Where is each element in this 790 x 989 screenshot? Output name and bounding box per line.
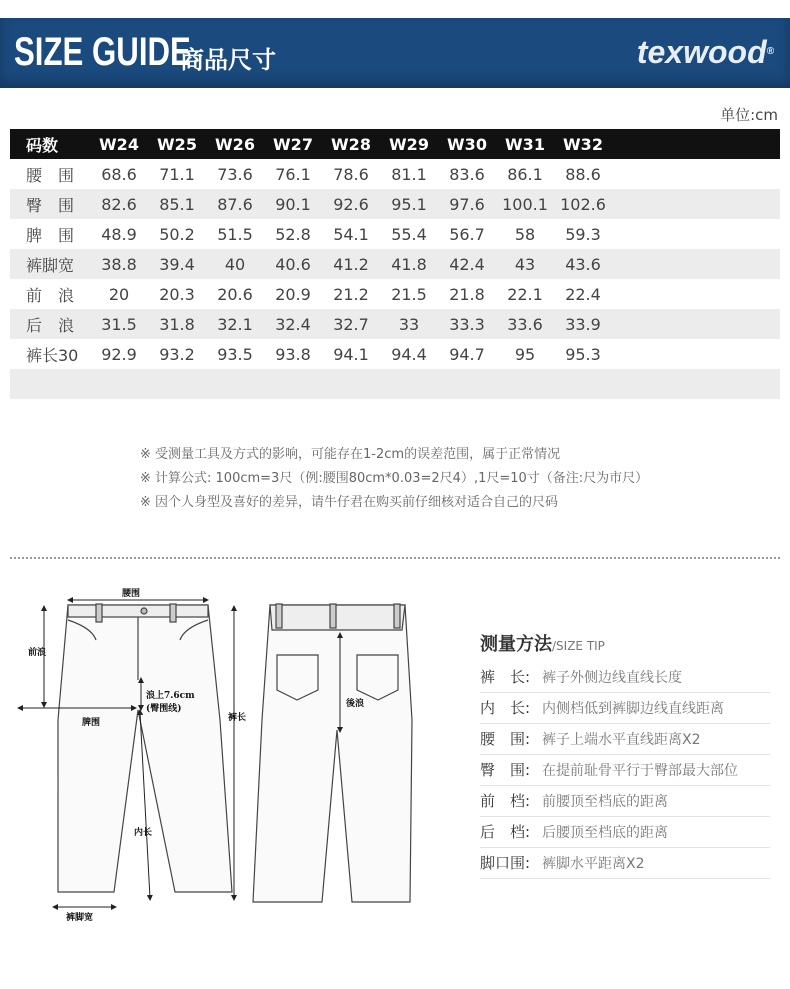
- table-cell: 59.3: [565, 224, 601, 244]
- front-jeans-icon: [58, 604, 232, 892]
- table-cell-blank: [612, 219, 780, 249]
- table-row-empty: [10, 369, 780, 399]
- table-cell: 92.6: [322, 189, 380, 219]
- table-cell: 93.8: [275, 344, 311, 364]
- method-item-desc: 内侧档低到裤脚边线直线距离: [542, 701, 724, 717]
- table-cell: 54.1: [333, 224, 369, 244]
- table-row: [10, 279, 780, 309]
- unit-label: 单位:cm: [720, 106, 778, 124]
- label-pants-length: 裤长: [228, 713, 247, 723]
- table-cell: 31.5: [90, 309, 148, 339]
- back-jeans-icon: [253, 604, 412, 902]
- table-cell: 32.1: [206, 309, 264, 339]
- method-item: [480, 755, 770, 786]
- row-label: 腰 围: [26, 165, 75, 185]
- method-item-key: 臀 围:: [480, 761, 531, 779]
- column-header: W26: [206, 129, 264, 159]
- table-cell: 86.1: [507, 164, 543, 184]
- table-cell: 93.5: [217, 344, 253, 364]
- table-cell: 102.6: [554, 189, 612, 219]
- brand-logo: [637, 32, 774, 72]
- method-title: [480, 628, 770, 662]
- label-leg-opening: 裤脚宽: [66, 913, 94, 923]
- method-item: [480, 786, 770, 817]
- method-item: [480, 693, 770, 724]
- column-header: W31: [496, 129, 554, 159]
- table-cell: 78.6: [333, 164, 369, 184]
- table-header-row: [10, 129, 780, 159]
- table-row: [10, 189, 780, 219]
- table-row: [10, 159, 780, 189]
- table-cell: 20.9: [275, 284, 311, 304]
- column-header: W32: [554, 129, 612, 159]
- row-label: 裤长30: [26, 345, 79, 365]
- table-cell: 22.1: [507, 284, 543, 304]
- label-back-rise: 後浪: [346, 699, 365, 709]
- table-cell: 68.6: [101, 164, 137, 184]
- table-cell: 76.1: [275, 164, 311, 184]
- note-line: ※ 受测量工具及方式的影响，可能存在1-2cm的误差范围，属于正常情况: [140, 447, 561, 462]
- size-table: [10, 129, 780, 399]
- table-cell: 81.1: [391, 164, 427, 184]
- note-line: ※ 因个人身型及喜好的差异，请牛仔君在购买前仔细核对适合自己的尺码: [140, 495, 559, 510]
- table-cell: 94.4: [391, 344, 427, 364]
- table-cell: 90.1: [264, 189, 322, 219]
- column-header: 码数: [10, 129, 90, 159]
- column-header: W28: [322, 129, 380, 159]
- column-header: W30: [438, 129, 496, 159]
- table-cell: 33.3: [438, 309, 496, 339]
- table-cell: 43.6: [554, 249, 612, 279]
- section-divider: [10, 557, 780, 559]
- method-item-key: 裤 长:: [480, 668, 531, 686]
- table-cell: 33.6: [496, 309, 554, 339]
- table-cell: 55.4: [391, 224, 427, 244]
- table-cell: 95: [514, 344, 536, 364]
- table-cell: 31.8: [148, 309, 206, 339]
- brand-name: texwood: [636, 34, 767, 70]
- label-waist: 腰围: [122, 589, 141, 599]
- table-cell: 100.1: [496, 189, 554, 219]
- method-item-desc: 在提前耻骨平行于臀部最大部位: [542, 763, 738, 779]
- table-cell: 82.6: [90, 189, 148, 219]
- page-subtitle: 商品尺寸: [180, 46, 276, 74]
- column-header-blank: [612, 129, 780, 159]
- table-cell: 94.7: [449, 344, 485, 364]
- registered-mark: ®: [766, 46, 774, 57]
- table-cell: 95.3: [565, 344, 601, 364]
- table-cell: 56.7: [449, 224, 485, 244]
- table-row: [10, 249, 780, 279]
- label-inseam: 内长: [134, 828, 153, 838]
- table-cell: 32.7: [322, 309, 380, 339]
- table-cell: 93.2: [159, 344, 195, 364]
- header-banner: [0, 18, 790, 88]
- method-item-desc: 裤子外侧边线直线长度: [542, 670, 682, 686]
- label-rise-note2: (臀围线): [146, 704, 182, 714]
- table-cell: 20.3: [159, 284, 195, 304]
- table-cell: 40.6: [264, 249, 322, 279]
- label-thigh: 脾围: [82, 718, 101, 728]
- table-cell: 40: [206, 249, 264, 279]
- row-label: 前 浪: [26, 285, 75, 305]
- method-item-desc: 后腰顶至档底的距离: [542, 825, 668, 841]
- label-rise-note: 浪上7.6cm: [146, 691, 195, 701]
- table-row: [10, 219, 780, 249]
- method-item-key: 内 长:: [480, 699, 531, 717]
- method-item-key: 后 档:: [480, 823, 531, 841]
- table-cell: 20.6: [217, 284, 253, 304]
- method-item-desc: 前腰顶至档底的距离: [542, 794, 668, 810]
- table-cell: 33.9: [554, 309, 612, 339]
- table-cell-blank: [612, 309, 780, 339]
- method-item-key: 腰 围:: [480, 730, 531, 748]
- method-item: [480, 724, 770, 755]
- row-label: 脾 围: [26, 225, 75, 245]
- table-cell: 32.4: [264, 309, 322, 339]
- table-cell: 33: [380, 309, 438, 339]
- label-front-rise: 前浪: [28, 648, 47, 658]
- column-header: W29: [380, 129, 438, 159]
- column-header: W25: [148, 129, 206, 159]
- table-cell: 43: [496, 249, 554, 279]
- table-cell: 21.8: [449, 284, 485, 304]
- table-cell: 73.6: [217, 164, 253, 184]
- note-line: ※ 计算公式: 100cm=3尺（例:腰围80cm*0.03=2尺4）,1尺=10寸（备注:尺为市尺）: [140, 471, 649, 486]
- table-cell: 39.4: [148, 249, 206, 279]
- pants-measurement-diagram: [0, 580, 470, 980]
- table-cell: 52.8: [275, 224, 311, 244]
- table-cell: 97.6: [438, 189, 496, 219]
- notes: [140, 443, 648, 515]
- table-cell: 51.5: [217, 224, 253, 244]
- table-cell: 71.1: [159, 164, 195, 184]
- table-cell: 22.4: [565, 284, 601, 304]
- method-item-key: 前 档:: [480, 792, 531, 810]
- table-cell: 38.8: [90, 249, 148, 279]
- table-cell: 58: [514, 224, 536, 244]
- table-row: [10, 339, 780, 369]
- table-cell: 41.8: [380, 249, 438, 279]
- table-cell-blank: [10, 369, 780, 399]
- row-label: 后 浪: [10, 309, 90, 339]
- method-item: [480, 817, 770, 848]
- method-item-key: 脚口围:: [480, 854, 531, 872]
- table-cell: 48.9: [101, 224, 137, 244]
- table-row: [10, 309, 780, 339]
- method-title-text: 测量方法: [480, 634, 552, 655]
- table-cell: 20: [108, 284, 130, 304]
- table-cell: 88.6: [565, 164, 601, 184]
- method-item: [480, 848, 770, 879]
- table-cell-blank: [612, 189, 780, 219]
- table-cell: 50.2: [159, 224, 195, 244]
- column-header: W27: [264, 129, 322, 159]
- table-cell: 21.5: [391, 284, 427, 304]
- table-cell: 41.2: [322, 249, 380, 279]
- method-subtitle: /SIZE TIP: [552, 639, 605, 653]
- table-cell-blank: [612, 249, 780, 279]
- table-cell: 94.1: [333, 344, 369, 364]
- table-cell: 83.6: [449, 164, 485, 184]
- table-cell-blank: [612, 159, 780, 189]
- method-item-desc: 裤脚水平距离X2: [542, 856, 645, 872]
- measurement-method: [480, 628, 770, 879]
- table-cell: 95.1: [380, 189, 438, 219]
- row-label: 臀 围: [10, 189, 90, 219]
- table-cell: 92.9: [101, 344, 137, 364]
- table-cell-blank: [612, 339, 780, 369]
- table-cell: 87.6: [206, 189, 264, 219]
- page-title: SIZE GUIDE: [14, 30, 191, 74]
- table-cell-blank: [612, 279, 780, 309]
- table-cell: 85.1: [148, 189, 206, 219]
- row-label: 裤脚宽: [10, 249, 90, 279]
- method-item-desc: 裤子上端水平直线距离X2: [542, 732, 701, 748]
- table-cell: 42.4: [438, 249, 496, 279]
- column-header: W24: [90, 129, 148, 159]
- table-cell: 21.2: [333, 284, 369, 304]
- method-item: [480, 662, 770, 693]
